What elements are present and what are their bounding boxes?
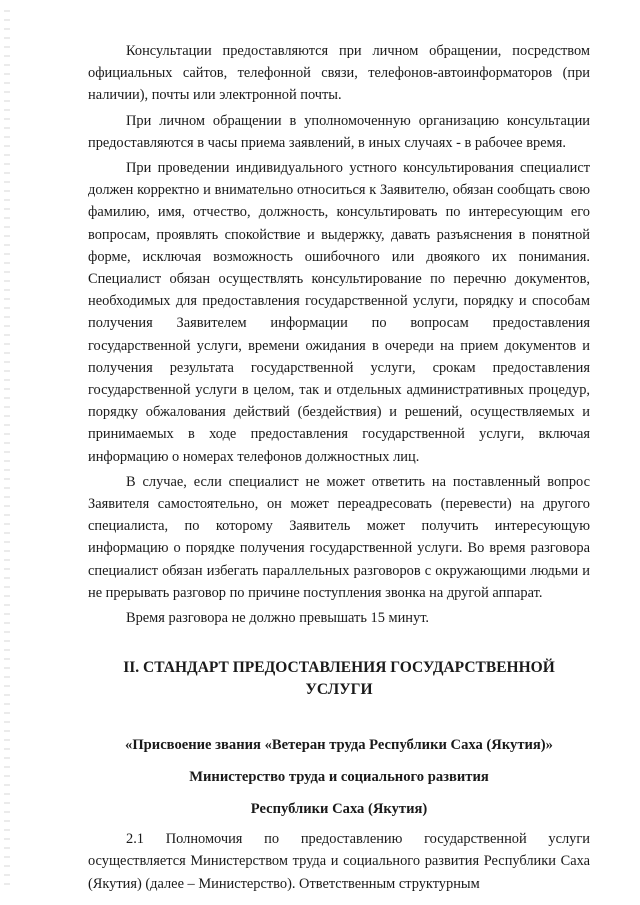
ministry-name: Министерство труда и социального развития xyxy=(189,769,489,786)
section-title: II. СТАНДАРТ ПРЕДОСТАВЛЕНИЯ ГОСУДАРСТВЕННОЙ УСЛУГИ xyxy=(123,659,555,699)
paragraph-consultation-methods: Консультации предоставляются при личном обращении, посредством официальных сайтов, телефонной связи, телефонов-автоинформаторов (при наличии), почты или электронной почты. xyxy=(88,43,590,104)
paragraph-consultation-hours: При личном обращении в уполномоченную организацию консультации предоставляются в часы приема заявлений, в иных случаях - в рабочее время. xyxy=(88,112,590,151)
clause-2-1: 2.1 Полномочия по предоставлению государственной услуги осуществляется Министерством труда и социального развития Республики Саха (Якутия) (далее – Министерство). Ответственным структурным xyxy=(88,831,590,892)
paragraph-individual-consulting: При проведении индивидуального устного консультирования специалист должен корректно и внимательно относиться к Заявителю, обязан сообщать свою фамилию, имя, отчество, должность, консультировать по интересующим его вопросам, проявлять спокойствие и выдержку, давать разъяснения в понятной форме, исключая возможность ошибочного или двоякого их понимания. Специалист обязан осуществлять консультирование по перечню документов, необходимых для предоставления государственной услуги, порядку и способам получения Заявителем информации по вопросам предоставления государственной услуги, времени ожидания в очереди на прием документов и получения результата государственной услуги, срокам предоставления государственной услуги в целом, так и отдельных административных процедур, порядку обжалования действий (бездействия) и решений, осуществляемых и принимаемых в ходе предоставления государственной услуги, включая информацию о номерах телефонов должностных лиц. xyxy=(88,160,590,465)
paragraph-call-duration: Время разговора не должно превышать 15 минут. xyxy=(126,610,430,627)
paragraph-redirect-specialist: В случае, если специалист не может ответить на поставленный вопрос Заявителя самостоятельно, он может переадресовать (перевести) на другого специалиста, по которому Заявитель может получить интересующую информацию о порядке получения государственной услуги. Во время разговора специалист обязан избегать параллельных разговоров с окружающими людьми и не прерывать разговор по причине поступления звонка на другой аппарат. xyxy=(88,473,590,601)
ministry-region: Республики Саха (Якутия) xyxy=(250,801,428,818)
service-name: «Присвоение звания «Ветеран труда Республики Саха (Якутия)» xyxy=(125,737,553,754)
scan-edge-marks xyxy=(4,10,10,890)
